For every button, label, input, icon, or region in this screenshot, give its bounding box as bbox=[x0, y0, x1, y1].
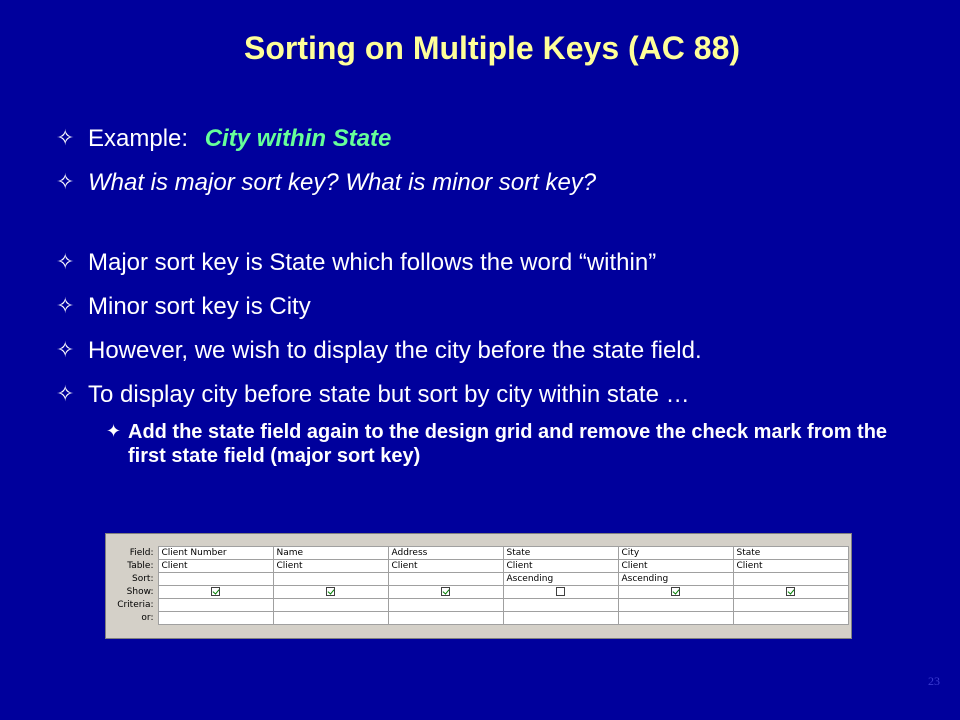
grid-sort-cell[interactable] bbox=[733, 573, 848, 586]
grid-sort-cell[interactable] bbox=[388, 573, 503, 586]
grid-sort-cell[interactable] bbox=[158, 573, 273, 586]
bullet-star-icon: ✧ bbox=[56, 382, 75, 407]
bullet-list bbox=[56, 124, 936, 468]
bullet-minor bbox=[56, 292, 936, 322]
grid-table-cell[interactable]: Client bbox=[503, 560, 618, 573]
sub-bullet-text: Add the state field again to the design grid and remove the check mark from the first state field (major sort key) bbox=[128, 421, 888, 467]
bullet-star-icon: ✧ bbox=[56, 250, 75, 275]
grid-table-cell[interactable]: Client bbox=[388, 560, 503, 573]
bullet-star-icon: ✧ bbox=[56, 338, 75, 363]
grid-row-label: Table: bbox=[106, 560, 158, 573]
grid-field-cell[interactable]: State bbox=[503, 547, 618, 560]
bullet-question bbox=[56, 168, 936, 198]
sub-bullet-star-icon: ✦ bbox=[106, 421, 122, 442]
grid-sort-cell[interactable]: Ascending bbox=[618, 573, 733, 586]
grid-sort-cell[interactable] bbox=[273, 573, 388, 586]
grid-table-cell[interactable]: Client bbox=[273, 560, 388, 573]
grid-row-label: Criteria: bbox=[106, 599, 158, 612]
grid-criteria-cell[interactable] bbox=[618, 599, 733, 612]
grid-field-cell[interactable]: Client Number bbox=[158, 547, 273, 560]
to-display-text: To display city before state but sort by city within state … bbox=[88, 381, 690, 408]
grid-field-cell[interactable]: City bbox=[618, 547, 733, 560]
grid-row-or bbox=[106, 612, 848, 625]
grid-show-cell[interactable] bbox=[733, 586, 848, 599]
grid-show-cell[interactable] bbox=[158, 586, 273, 599]
grid-show-cell[interactable] bbox=[273, 586, 388, 599]
query-design-grid bbox=[105, 533, 852, 639]
grid-or-cell[interactable] bbox=[158, 612, 273, 625]
grid-row-label: Field: bbox=[106, 547, 158, 560]
design-grid-table bbox=[106, 546, 849, 625]
grid-table-cell[interactable]: Client bbox=[618, 560, 733, 573]
grid-row-label: Show: bbox=[106, 586, 158, 599]
grid-row-table bbox=[106, 560, 848, 573]
bullet-star-icon: ✧ bbox=[56, 294, 75, 319]
show-checkbox-checked[interactable] bbox=[326, 587, 335, 596]
grid-table-cell[interactable]: Client bbox=[733, 560, 848, 573]
grid-criteria-cell[interactable] bbox=[503, 599, 618, 612]
grid-or-cell[interactable] bbox=[388, 612, 503, 625]
example-label: Example: bbox=[88, 125, 189, 152]
bullet-star-icon: ✧ bbox=[56, 170, 75, 195]
major-text: Major sort key is State which follows the word “within” bbox=[88, 249, 657, 276]
grid-row-label: Sort: bbox=[106, 573, 158, 586]
show-checkbox-checked[interactable] bbox=[671, 587, 680, 596]
bullet-star-icon: ✧ bbox=[56, 126, 75, 151]
page-number: 23 bbox=[928, 674, 940, 688]
bullet-however bbox=[56, 336, 936, 366]
grid-or-cell[interactable] bbox=[733, 612, 848, 625]
grid-field-cell[interactable]: Name bbox=[273, 547, 388, 560]
grid-sort-cell[interactable]: Ascending bbox=[503, 573, 618, 586]
grid-or-cell[interactable] bbox=[503, 612, 618, 625]
question-text: What is major sort key? What is minor sort key? bbox=[88, 169, 597, 196]
however-text: However, we wish to display the city before the state field. bbox=[88, 337, 702, 364]
sub-bullet bbox=[56, 420, 908, 468]
grid-criteria-cell[interactable] bbox=[733, 599, 848, 612]
grid-row-label: or: bbox=[106, 612, 158, 625]
grid-field-cell[interactable]: Address bbox=[388, 547, 503, 560]
grid-table-cell[interactable]: Client bbox=[158, 560, 273, 573]
slide-title: Sorting on Multiple Keys (AC 88) bbox=[243, 30, 741, 66]
grid-show-cell[interactable] bbox=[388, 586, 503, 599]
grid-criteria-cell[interactable] bbox=[273, 599, 388, 612]
bullet-major bbox=[56, 248, 936, 278]
show-checkbox-checked[interactable] bbox=[441, 587, 450, 596]
show-checkbox-checked[interactable] bbox=[786, 587, 795, 596]
example-value: City within State bbox=[204, 125, 392, 152]
minor-text: Minor sort key is City bbox=[88, 293, 311, 320]
grid-criteria-cell[interactable] bbox=[388, 599, 503, 612]
grid-criteria-cell[interactable] bbox=[158, 599, 273, 612]
show-checkbox-checked[interactable] bbox=[211, 587, 220, 596]
grid-show-cell[interactable] bbox=[503, 586, 618, 599]
grid-row-sort bbox=[106, 573, 848, 586]
grid-row-field bbox=[106, 547, 848, 560]
grid-or-cell[interactable] bbox=[273, 612, 388, 625]
grid-row-show bbox=[106, 586, 848, 599]
show-checkbox-unchecked[interactable] bbox=[556, 587, 565, 596]
grid-or-cell[interactable] bbox=[618, 612, 733, 625]
grid-row-criteria bbox=[106, 599, 848, 612]
grid-show-cell[interactable] bbox=[618, 586, 733, 599]
bullet-example bbox=[56, 124, 936, 154]
grid-field-cell[interactable]: State bbox=[733, 547, 848, 560]
bullet-to-display bbox=[56, 380, 936, 410]
